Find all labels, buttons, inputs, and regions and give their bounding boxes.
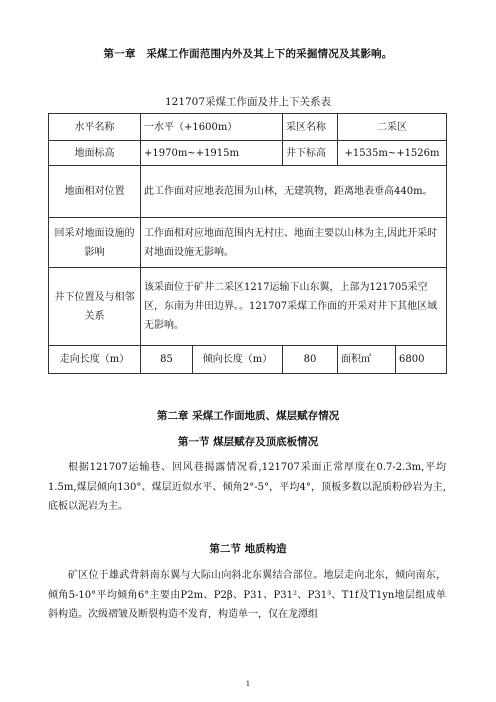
- cell-area-label: 面积㎡: [338, 346, 396, 374]
- cell-level-label: 水平名称: [49, 114, 141, 141]
- table-row: [49, 218, 447, 268]
- section-1-paragraph: 根据121707运输巷、回风巷揭露情况看,121707采面正常厚度在0.7-2.3m,平均1.5m,煤层倾向130°、煤层近似水平、倾角2°-5°，平均4°，顶板多数以泥质粉砂岩为主,底板以泥岩为主。: [48, 462, 446, 512]
- cell-impact-label: 回采对地面设施的影响: [49, 218, 141, 268]
- table-row: [49, 268, 447, 346]
- table-row: [49, 141, 447, 166]
- cell-district-label: 采区名称: [283, 114, 338, 141]
- cell-surface-elev-value: +1970m~+1915m: [141, 141, 283, 166]
- cell-surface-elev-label: 地面标高: [49, 141, 141, 166]
- table-row: [49, 166, 447, 218]
- cell-surface-position-value: 此工作面对应地表范围为山林，无建筑物，距离地表垂高440m。: [141, 166, 447, 218]
- table-row: [49, 346, 447, 374]
- cell-strike-length-value: 85: [141, 346, 193, 374]
- table-row: [49, 114, 447, 141]
- chapter-2-title: 第二章 采煤工作面地质、煤层赋存情况: [156, 410, 340, 422]
- cell-dip-length-value: 80: [283, 346, 338, 374]
- cell-area-value: 6800: [396, 346, 447, 374]
- cell-level-value: 一水平（+1600m）: [141, 114, 283, 141]
- section-1-title: 第一节 煤层赋存及顶底板情况: [177, 436, 319, 448]
- section-2-title: 第二节 地质构造: [209, 543, 287, 555]
- cell-impact-value: 工作面相对应地面范围内无村庄、地面主要以山林为主,因此开采时对地面设施无影响。: [141, 218, 447, 268]
- cell-surface-position-label: 地面相对位置: [49, 166, 141, 218]
- cell-underground-position-value: 该采面位于矿井二采区1217运输下山东翼，上部为121705采空区，东南为井田边界。。121707采煤工作面的开采对井下其他区域无影响。: [141, 268, 447, 346]
- cell-underground-elev-value: +1535m~+1526m: [338, 141, 447, 166]
- table-caption: 121707采煤工作面及井上下关系表: [164, 96, 332, 108]
- relation-table: [48, 113, 447, 374]
- cell-dip-length-label: 倾向长度（m）: [193, 346, 283, 374]
- cell-underground-position-label: 井下位置及与相邻关系: [49, 268, 141, 346]
- chapter-1-title: 第一章 采煤工作面范围内外及其上下的采掘情况及其影响。: [103, 48, 393, 60]
- cell-district-value: 二采区: [338, 114, 447, 141]
- page-number: 1: [245, 680, 251, 688]
- section-2-paragraph: 矿区位于雄武背斜南东翼与大际山向斜北东翼结合部位。地层走向北东，倾向南东，倾角5-10°平均倾角6°主要由P2m、P2β、P31、P31²、P31³、T1f及T1yn地层组成单斜构造。次级褶皱及断裂构造不发育，构造单一，仅在龙潭组: [48, 570, 446, 620]
- cell-strike-length-label: 走向长度（m）: [49, 346, 141, 374]
- cell-underground-elev-label: 井下标高: [283, 141, 338, 166]
